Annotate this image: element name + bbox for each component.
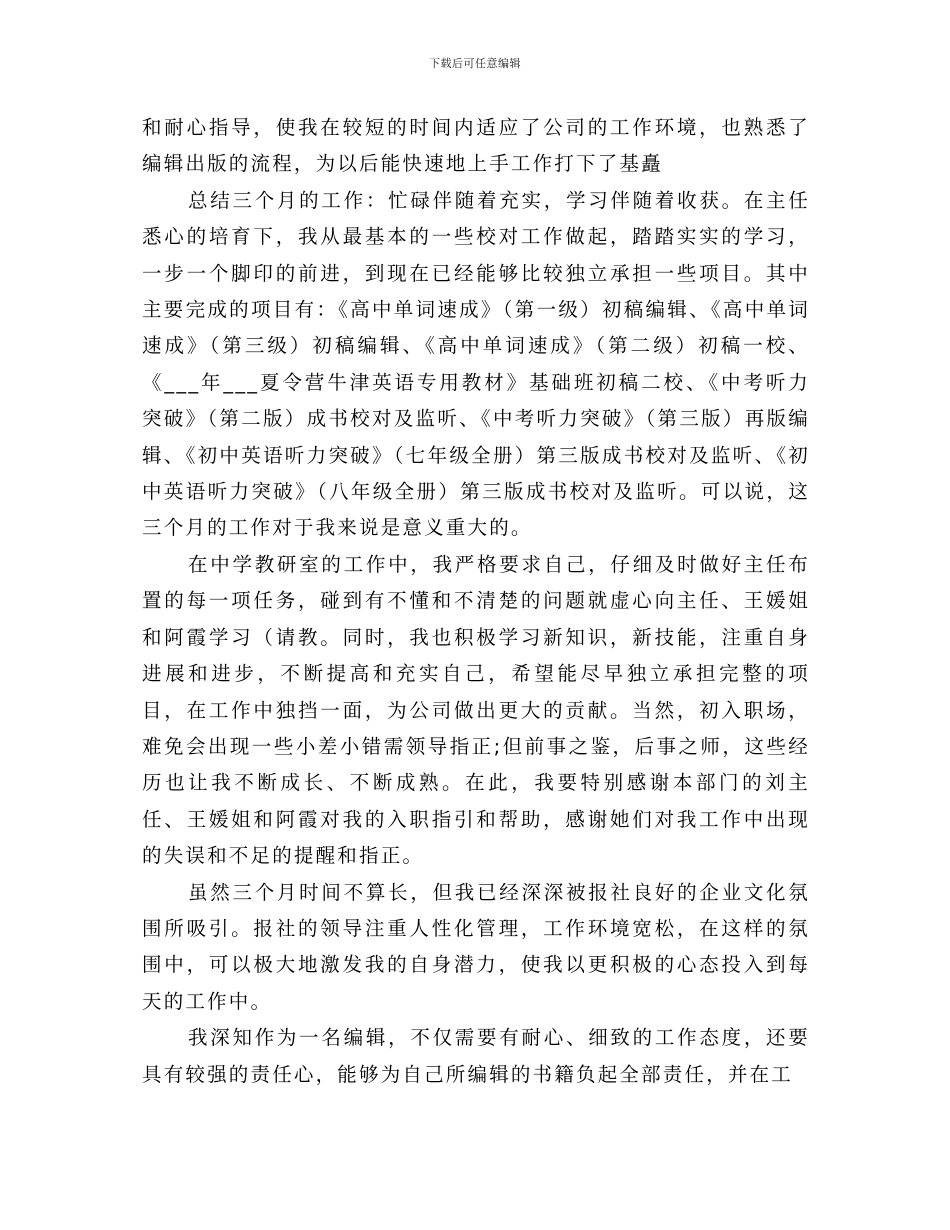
paragraph-1: 和耐心指导，使我在较短的时间内适应了公司的工作环境，也熟悉了编辑出版的流程，为以后能快速地上手工作打下了基矗 xyxy=(142,116,810,176)
page-header: 下载后可任意编辑 xyxy=(429,57,521,70)
paragraph-4: 虽然三个月时间不算长，但我已经深深被报社良好的企业文化氛围所吸引。报社的领导注重人性化管理，工作环境宽松，在这样的氛围中，可以极大地激发我的自身潜力，使我以更积极的心态投入到每天的工作中。 xyxy=(142,880,810,1013)
paragraph-5: 我深知作为一名编辑，不仅需要有耐心、细致的工作态度，还要具有较强的责任心，能够为自己所编辑的书籍负起全部责任，并在工 xyxy=(142,1026,810,1086)
paragraph-3: 在中学教研室的工作中，我严格要求自己，仔细及时做好主任布置的每一项任务，碰到有不懂和不清楚的问题就虚心向主任、王媛姐和阿霞学习（请教。同时，我也积极学习新知识，新技能，注重自身进展和进步，不断提高和充实自己，希望能尽早独立承担完整的项目，在工作中独挡一面，为公司做出更大的贡献。当然，初入职场，难免会出现一些小差小错需领导指正;但前事之鉴，后事之师，这些经历也让我不断成长、不断成熟。在此，我要特别感谢本部门的刘主任、王媛姐和阿霞对我的入职指引和帮助，感谢她们对我工作中出现的失误和不足的提醒和指正。 xyxy=(142,552,810,868)
paragraph-2: 总结三个月的工作：忙碌伴随着充实，学习伴随着收获。在主任悉心的培育下，我从最基本的一些校对工作做起，踏踏实实的学习，一步一个脚印的前进，到现在已经能够比较独立承担一些项目。其中主要完成的项目有：《高中单词速成》（第一级）初稿编辑、《高中单词速成》（第三级）初稿编辑、《高中单词速成》（第二级）初稿一校、《___年___夏令营牛津英语专用教材》基础班初稿二校、《中考听力突破》（第二版）成书校对及监听、《中考听力突破》（第三版）再版编辑、《初中英语听力突破》（七年级全册）第三版成书校对及监听、《初中英语听力突破》（八年级全册）第三版成书校对及监听。可以说，这三个月的工作对于我来说是意义重大的。 xyxy=(142,188,810,540)
document-body xyxy=(142,110,810,1093)
